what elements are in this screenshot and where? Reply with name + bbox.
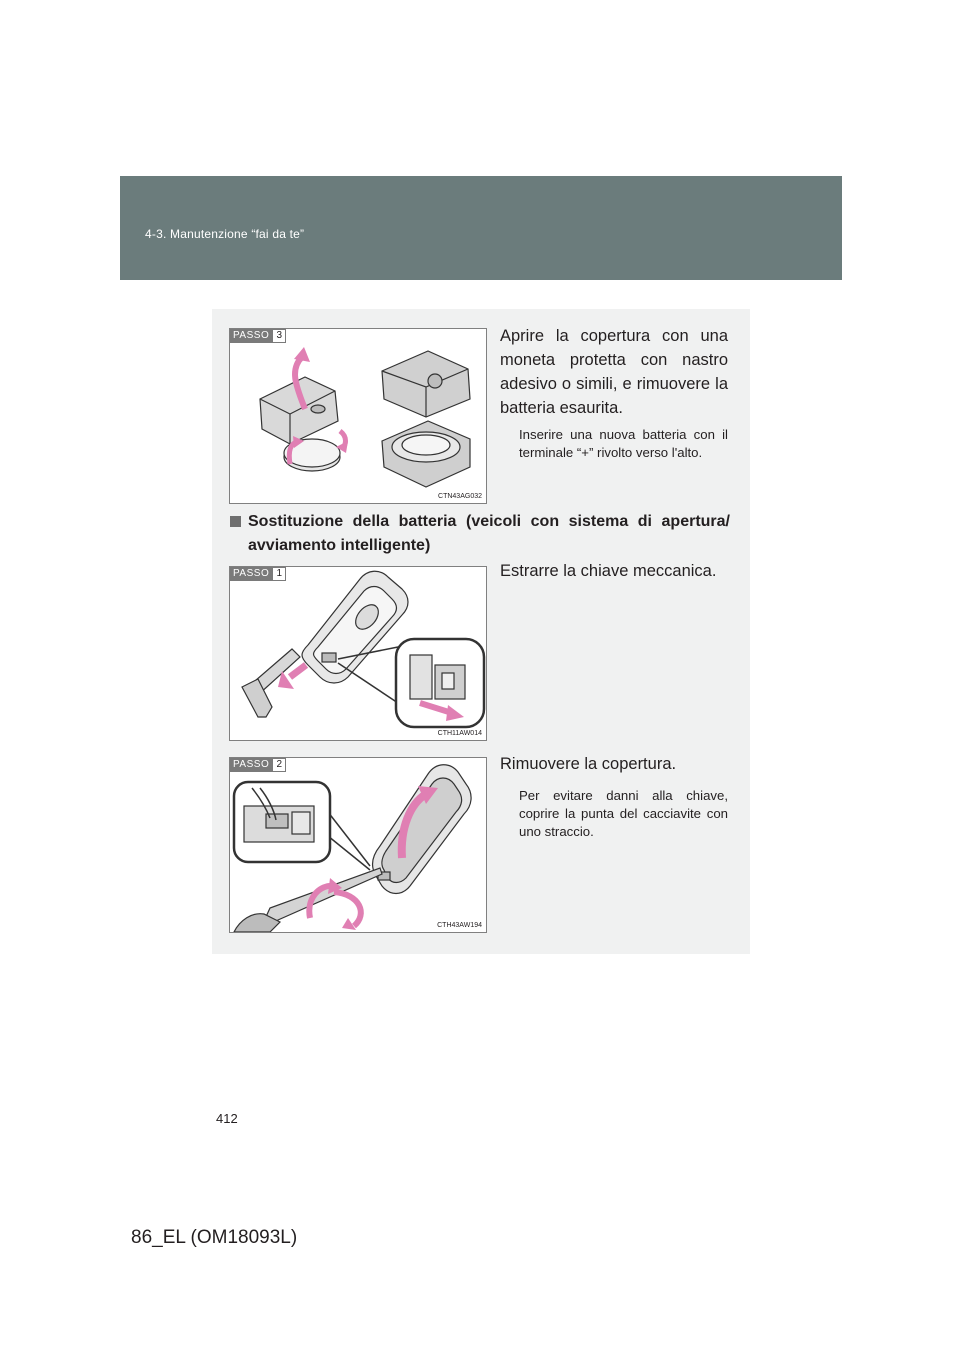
step-label: PASSO (230, 329, 272, 343)
square-bullet-icon (230, 516, 241, 527)
step-badge (230, 329, 286, 343)
document-code: 86_EL (OM18093L) (131, 1227, 298, 1248)
mechanical-key-illustration (230, 567, 486, 740)
step-badge (230, 567, 286, 581)
step-badge (230, 758, 286, 772)
step-number: 3 (272, 329, 286, 343)
step-3-note: Inserire una nuova batteria con il terminale “+” rivolto verso l'alto. (519, 427, 728, 460)
figure-code: CTH43AW194 (437, 922, 482, 929)
section-title: 4-3. Manutenzione “fai da te” (145, 227, 305, 241)
figure-code: CTH11AW014 (437, 730, 482, 737)
screwdriver-cover-illustration (230, 758, 486, 932)
figure-code: CTN43AG032 (438, 493, 482, 500)
section-heading-text: Sostituzione della batteria (veicoli con sistema di apertura/ avviamento intelligente) (248, 513, 730, 554)
section-heading (230, 510, 730, 558)
step-label: PASSO (230, 758, 272, 772)
figure-step-2 (229, 757, 487, 933)
step-number: 1 (272, 567, 286, 581)
page-number: 412 (216, 1111, 238, 1126)
step-label: PASSO (230, 567, 272, 581)
figure-step-1 (229, 566, 487, 741)
step-number: 2 (272, 758, 286, 772)
step-2-instruction: Rimuovere la copertura. (500, 755, 677, 773)
step-2-note: Per evitare danni alla chiave, coprire la punta del cacciavite con uno straccio. (519, 788, 728, 839)
step-3-instruction: Aprire la copertura con una moneta protetta con nastro adesivo o simili, e rimuovere la batteria esaurita. (500, 327, 728, 417)
figure-step-3 (229, 328, 487, 504)
step-1-instruction: Estrarre la chiave meccanica. (500, 562, 717, 580)
battery-removal-illustration (230, 329, 486, 503)
